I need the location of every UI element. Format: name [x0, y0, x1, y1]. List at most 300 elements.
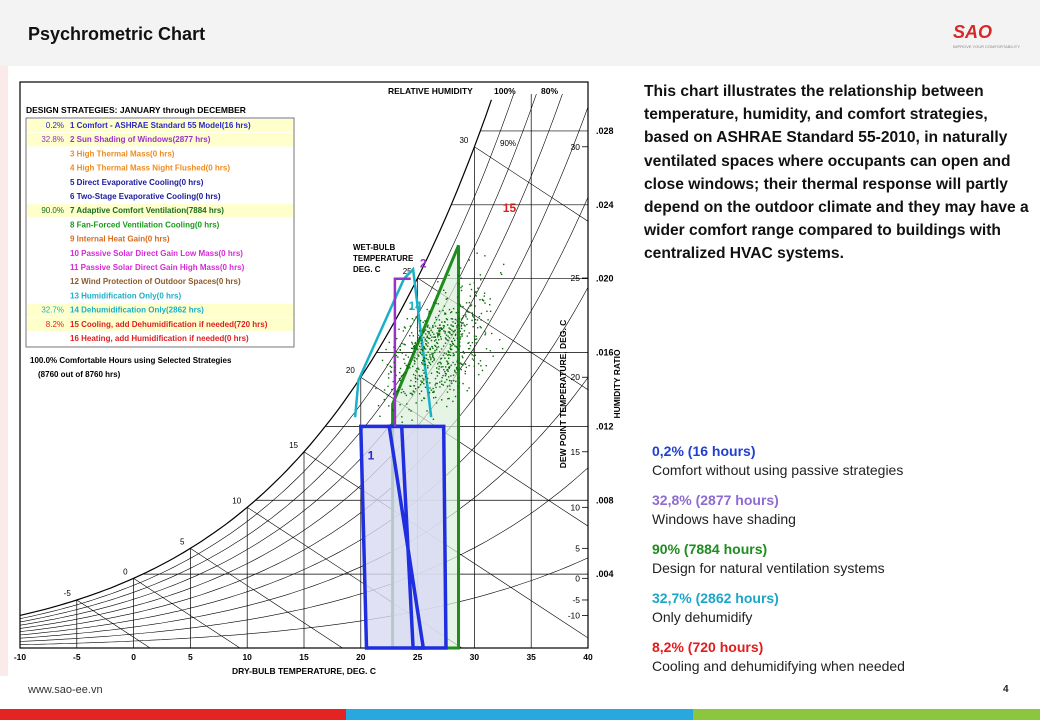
data-point [396, 338, 397, 339]
data-point [434, 352, 435, 353]
data-point [443, 327, 444, 328]
stats-list [652, 442, 1032, 687]
data-point [415, 342, 416, 343]
data-point [467, 335, 468, 336]
data-point [444, 305, 445, 306]
data-point [433, 302, 434, 303]
data-point [438, 315, 439, 316]
data-point [409, 360, 410, 361]
data-point [439, 311, 440, 312]
data-point [461, 364, 462, 365]
stat-item [652, 589, 1032, 627]
data-point [461, 290, 462, 291]
data-point [442, 366, 443, 367]
data-point [410, 386, 411, 387]
data-point [444, 371, 445, 372]
data-point [423, 332, 424, 333]
data-point [431, 353, 432, 354]
data-point [482, 370, 483, 371]
data-point [423, 397, 424, 398]
data-point [439, 319, 440, 320]
data-point [465, 363, 466, 364]
x-tick-label: 30 [469, 652, 480, 662]
data-point [438, 362, 439, 363]
data-point [437, 281, 438, 282]
data-point [420, 320, 421, 321]
data-point [438, 333, 439, 334]
data-point [445, 337, 446, 338]
wetbulb-tick-label: 0 [123, 567, 128, 577]
data-point [453, 389, 454, 390]
data-point [411, 342, 412, 343]
data-point [401, 392, 402, 393]
x-tick-label: 40 [583, 652, 593, 662]
data-point [472, 315, 473, 316]
data-point [451, 318, 452, 319]
data-point [447, 355, 448, 356]
data-point [429, 356, 430, 357]
data-point [447, 391, 448, 392]
data-point [462, 383, 463, 384]
x-tick-label: 10 [242, 652, 252, 662]
data-point [448, 350, 449, 351]
rh-top-label: 80% [541, 86, 559, 96]
data-point [472, 314, 473, 315]
data-point [410, 410, 411, 411]
data-point [459, 345, 460, 346]
data-point [445, 366, 446, 367]
data-point [414, 347, 415, 348]
strategy-entry: 13 Humidification Only(0 hrs) [70, 291, 182, 301]
data-point [428, 313, 429, 314]
data-point [417, 343, 418, 344]
rh-inner-label: 90% [500, 139, 517, 148]
stat-percentage: 0,2% (16 hours) [652, 443, 756, 459]
humidity-tick-label: .028 [596, 125, 614, 136]
data-point [471, 289, 472, 290]
data-point [444, 332, 445, 333]
data-point [447, 336, 448, 337]
data-point [404, 363, 405, 364]
data-point [463, 351, 464, 352]
data-point [481, 319, 482, 320]
data-point [426, 358, 427, 359]
data-point [441, 348, 442, 349]
data-point [412, 318, 413, 319]
data-point [418, 355, 419, 356]
data-point [433, 392, 434, 393]
data-point [460, 338, 461, 339]
data-point [422, 381, 423, 382]
data-point [450, 349, 451, 350]
data-point [438, 339, 439, 340]
x-tick-label: 0 [131, 652, 136, 662]
data-point [441, 377, 442, 378]
footer-url[interactable]: www.sao-ee.vn [28, 684, 103, 696]
stat-percentage: 32,8% (2877 hours) [652, 492, 779, 508]
data-point [466, 302, 467, 303]
wetbulb-tick-label: 5 [179, 537, 185, 547]
data-point [473, 360, 474, 361]
data-point [411, 332, 412, 333]
data-point [457, 369, 458, 370]
data-point [446, 334, 447, 335]
data-point [480, 360, 481, 361]
data-point [440, 362, 441, 363]
data-point [427, 326, 428, 327]
x-tick-label: -10 [13, 652, 27, 662]
data-point [440, 336, 441, 337]
data-point [468, 348, 469, 349]
data-point [412, 366, 413, 367]
left-decorative-strip [0, 66, 8, 676]
data-point [400, 368, 401, 369]
data-point [457, 297, 458, 298]
data-point [458, 316, 459, 317]
data-point [424, 331, 425, 332]
data-point [477, 327, 478, 328]
wetbulb-axis-label: WET-BULB [353, 243, 396, 252]
data-point [469, 332, 470, 333]
data-point [437, 375, 438, 376]
data-point [421, 362, 422, 363]
data-point [425, 343, 426, 344]
data-point [439, 328, 440, 329]
y-axis-label: HUMIDITY RATIO [612, 349, 622, 419]
humidity-tick-label: .008 [596, 495, 614, 506]
strategy-entry: 11 Passive Solar Direct Gain High Mass(0 hrs) [70, 263, 245, 272]
data-point [406, 365, 407, 366]
data-point [417, 340, 418, 341]
data-point [432, 361, 433, 362]
dewpoint-tick-label: 15 [570, 446, 580, 457]
data-point [385, 349, 386, 350]
data-point [462, 335, 463, 336]
data-point [469, 284, 470, 285]
data-point [445, 292, 446, 293]
data-point [451, 330, 452, 331]
data-point [399, 372, 400, 373]
data-point [403, 330, 404, 331]
data-point [466, 311, 467, 312]
data-point [433, 334, 434, 335]
data-point [450, 312, 451, 313]
data-point [435, 397, 436, 398]
data-point [439, 351, 440, 352]
dewpoint-axis-label: DEW POINT TEMPERATURE, DEG. C [558, 319, 568, 469]
x-tick-label: -5 [73, 652, 81, 662]
data-point [450, 324, 451, 325]
data-point [449, 327, 450, 328]
data-point [410, 393, 411, 394]
data-point [436, 332, 437, 333]
data-point [469, 259, 470, 260]
page-number: 4 [1003, 684, 1009, 695]
data-point [478, 363, 479, 364]
data-point [484, 255, 485, 256]
wetbulb-tick-label: 10 [232, 496, 242, 506]
data-point [465, 314, 466, 315]
data-point [409, 363, 410, 364]
data-point [421, 400, 422, 401]
data-point [477, 319, 478, 320]
data-point [448, 376, 449, 377]
data-point [476, 295, 477, 296]
data-point [436, 371, 437, 372]
data-point [452, 401, 453, 402]
data-point [490, 350, 491, 351]
data-point [443, 290, 444, 291]
data-point [481, 313, 482, 314]
data-point [454, 371, 455, 372]
data-point [434, 345, 435, 346]
data-point [480, 279, 481, 280]
strategy-entry: 4 High Thermal Mass Night Flushed(0 hrs) [70, 163, 231, 173]
data-point [484, 293, 485, 294]
stat-item [652, 491, 1032, 529]
data-point [430, 330, 431, 331]
data-point [460, 336, 461, 337]
data-point [486, 348, 487, 349]
data-point [403, 359, 404, 360]
data-point [400, 350, 401, 351]
data-point [433, 419, 434, 420]
dewpoint-tick-label: 10 [570, 502, 580, 513]
zone-label: 1 [367, 448, 375, 463]
data-point [447, 298, 448, 299]
dewpoint-tick-label: 0 [575, 573, 580, 584]
data-point [413, 385, 414, 386]
data-point [456, 361, 457, 362]
data-point [446, 318, 447, 319]
data-point [412, 394, 413, 395]
data-point [429, 387, 430, 388]
data-point [418, 335, 419, 336]
data-point [470, 305, 471, 306]
data-point [447, 371, 448, 372]
data-point [429, 382, 430, 383]
data-point [419, 346, 420, 347]
data-point [462, 286, 463, 287]
data-point [501, 274, 502, 275]
data-point [444, 358, 445, 359]
data-point [444, 382, 445, 383]
stat-label: Design for natural ventilation systems [652, 560, 885, 576]
data-point [499, 339, 500, 340]
data-point [428, 338, 429, 339]
data-point [427, 325, 428, 326]
data-point [476, 253, 477, 254]
data-point [483, 300, 484, 301]
data-point [444, 325, 445, 326]
data-point [476, 336, 477, 337]
x-tick-label: 15 [299, 652, 309, 662]
data-point [441, 338, 442, 339]
strategy-entry: 12 Wind Protection of Outdoor Spaces(0 hrs) [70, 277, 241, 287]
stat-percentage: 90% (7884 hours) [652, 541, 768, 557]
chart-svg [8, 74, 633, 676]
data-point [479, 299, 480, 300]
data-point [423, 322, 424, 323]
data-point [421, 354, 422, 355]
data-point [417, 367, 418, 368]
zone-label: 15 [502, 201, 517, 216]
data-point [455, 323, 456, 324]
strategy-percentage: 32.7% [41, 305, 64, 315]
data-point [421, 391, 422, 392]
strategy-entry: 14 Dehumidification Only(2862 hrs) [70, 305, 204, 315]
data-point [435, 317, 436, 318]
data-point [432, 348, 433, 349]
humidity-tick-label: .020 [596, 273, 614, 284]
data-point [422, 350, 423, 351]
data-point [459, 303, 460, 304]
data-point [441, 321, 442, 322]
data-point [460, 331, 461, 332]
data-point [450, 344, 451, 345]
data-point [423, 359, 424, 360]
data-point [465, 371, 466, 372]
data-point [412, 353, 413, 354]
data-point [418, 369, 419, 370]
data-point [427, 336, 428, 337]
data-point [420, 380, 421, 381]
data-point [407, 368, 408, 369]
data-point [408, 356, 409, 357]
data-point [458, 312, 459, 313]
data-point [395, 375, 396, 376]
data-point [424, 361, 425, 362]
data-point [446, 339, 447, 340]
data-point [430, 357, 431, 358]
data-point [500, 272, 501, 273]
data-point [401, 389, 402, 390]
data-point [449, 389, 450, 390]
data-point [424, 364, 425, 365]
data-point [444, 353, 445, 354]
data-point [484, 302, 485, 303]
data-point [473, 351, 474, 352]
data-point [476, 338, 477, 339]
stat-item [652, 442, 1032, 480]
data-point [480, 365, 481, 366]
footer-bar-red [0, 709, 346, 720]
data-point [479, 316, 480, 317]
data-point [436, 347, 437, 348]
stat-item [652, 540, 1032, 578]
data-point [422, 370, 423, 371]
data-point [486, 365, 487, 366]
data-point [414, 351, 415, 352]
data-point [449, 337, 450, 338]
data-point [451, 345, 452, 346]
dewpoint-tick-label: 30 [570, 141, 580, 152]
x-tick-label: 20 [356, 652, 366, 662]
dewpoint-tick-label: -5 [572, 594, 580, 605]
data-point [424, 320, 425, 321]
data-point [447, 340, 448, 341]
data-point [450, 375, 451, 376]
data-point [453, 355, 454, 356]
data-point [429, 311, 430, 312]
data-point [402, 352, 403, 353]
x-tick-label: 25 [412, 652, 423, 662]
data-point [384, 389, 385, 390]
data-point [455, 372, 456, 373]
data-point [460, 305, 461, 306]
data-point [457, 321, 458, 322]
data-point [458, 377, 459, 378]
data-point [468, 342, 469, 343]
x-axis-label: DRY-BULB TEMPERATURE, DEG. C [231, 666, 377, 676]
data-point [443, 369, 444, 370]
data-point [472, 312, 473, 313]
data-point [465, 373, 466, 374]
data-point [451, 334, 452, 335]
data-point [453, 375, 454, 376]
data-point [393, 362, 394, 363]
data-point [462, 333, 463, 334]
x-tick-label: 5 [188, 652, 193, 662]
zone-label: 14 [408, 299, 422, 314]
strategy-entry: 6 Two-Stage Evaporative Cooling(0 hrs) [70, 192, 221, 201]
data-point [490, 298, 491, 299]
data-point [448, 275, 449, 276]
data-point [438, 303, 439, 304]
strategy-entry: 5 Direct Evaporative Cooling(0 hrs) [70, 177, 204, 187]
data-point [460, 362, 461, 363]
data-point [472, 342, 473, 343]
data-point [439, 373, 440, 374]
data-point [453, 380, 454, 381]
data-point [414, 357, 415, 358]
data-point [450, 346, 451, 347]
data-point [462, 306, 463, 307]
data-point [474, 305, 475, 306]
data-point [451, 341, 452, 342]
data-point [415, 370, 416, 371]
data-point [436, 349, 437, 350]
wetbulb-tick-label: 30 [459, 135, 469, 145]
data-point [426, 340, 427, 341]
data-point [449, 331, 450, 332]
data-point [415, 377, 416, 378]
stat-item [652, 638, 1032, 676]
data-point [394, 354, 395, 355]
data-point [460, 267, 461, 268]
data-point [411, 348, 412, 349]
data-point [477, 288, 478, 289]
rh-top-label: 100% [494, 86, 516, 96]
data-point [424, 347, 425, 348]
data-point [378, 405, 379, 406]
data-point [441, 399, 442, 400]
strategy-percentage: 32.8% [41, 135, 64, 145]
comfortable-hours-count: (8760 out of 8760 hrs) [38, 370, 121, 379]
data-point [462, 317, 463, 318]
data-point [430, 335, 431, 336]
logo-text: SAO [953, 22, 993, 42]
data-point [445, 375, 446, 376]
data-point [423, 379, 424, 380]
strategy-entry: 16 Heating, add Humidification if needed(0 hrs) [70, 334, 249, 343]
data-point [415, 375, 416, 376]
data-point [403, 391, 404, 392]
data-point [463, 322, 464, 323]
data-point [456, 351, 457, 352]
data-point [427, 359, 428, 360]
data-point [432, 353, 433, 354]
